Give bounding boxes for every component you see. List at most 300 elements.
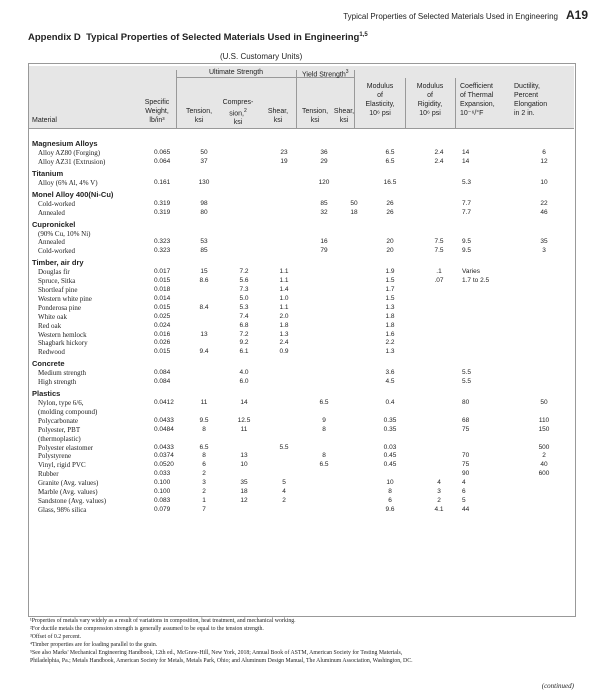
continued-label: (continued) <box>541 682 574 690</box>
cell-e: 0.35 <box>383 416 397 424</box>
group-heading: Timber, air dry <box>32 258 84 268</box>
header-divider <box>296 70 297 128</box>
table-row <box>32 200 574 208</box>
cell-w: 0.017 <box>154 268 171 276</box>
cell-a: 90 <box>462 470 470 478</box>
cell-a: 9.5 <box>462 247 472 255</box>
material-name: Spruce, Sitka <box>38 277 76 286</box>
cell-w: 0.015 <box>154 348 171 356</box>
header-line: Modulus <box>416 83 444 90</box>
cell-a: 7.7 <box>462 208 472 216</box>
cell-a: 14 <box>462 149 470 156</box>
cell-s: 4 <box>282 488 286 495</box>
table-row <box>32 444 574 452</box>
material-name: Cold-worked <box>38 199 75 208</box>
group-heading: Plastics <box>32 389 61 398</box>
footnote: ⁵See also Marks' Mechanical Engineering Handbook, 12th ed., McGraw-Hill, New York, 2018; Annual Book of ASTM, American Society for Testing Materials, <box>30 650 403 656</box>
cell-t: 8 <box>202 425 206 433</box>
cell-c: 5.0 <box>239 294 249 302</box>
cell-e: 0.45 <box>383 461 397 469</box>
cell-a: 5.3 <box>462 178 472 186</box>
cell-w: 0.100 <box>154 479 171 487</box>
cell-e: 26 <box>386 199 394 207</box>
header-line: 10⁻⁶/°F <box>460 110 484 117</box>
cell-yt: 85 <box>320 199 328 207</box>
cell-g: 7.5 <box>434 247 444 255</box>
table-row <box>32 488 574 496</box>
cell-c: 7.4 <box>239 312 249 320</box>
header-line: Tension, <box>301 108 329 115</box>
ultimate-strength-header: Ultimate Strength <box>208 69 264 76</box>
cell-w: 0.025 <box>154 312 171 320</box>
table-row <box>32 369 574 377</box>
cell-t: 8 <box>202 452 206 460</box>
material-name: Western hemlock <box>38 330 87 339</box>
cell-w: 0.026 <box>154 339 171 347</box>
material-name: White oak <box>38 312 67 321</box>
table-row <box>32 304 574 312</box>
cell-c: 6.8 <box>239 321 249 329</box>
table-row <box>32 461 574 469</box>
cell-c: 5.3 <box>239 303 249 311</box>
cell-s: 2.0 <box>279 312 289 320</box>
material-name: Shortleaf pine <box>38 286 78 294</box>
header-line: Shear, <box>333 108 355 115</box>
material-name: Western white pine <box>38 294 92 303</box>
cell-a: 9.5 <box>462 238 472 246</box>
table-row <box>32 295 574 303</box>
cell-e: 6.5 <box>385 157 395 165</box>
table-row <box>32 426 574 434</box>
table-row <box>32 339 574 347</box>
material-name: (90% Cu, 10% Ni) <box>38 229 91 238</box>
cell-c: 13 <box>240 452 248 460</box>
table-row <box>32 348 574 356</box>
material-name: Granite (Avg. values) <box>38 479 99 488</box>
material-name: Shagbark hickory <box>38 339 88 348</box>
header-line: Percent <box>514 92 539 99</box>
cell-w: 0.083 <box>154 496 171 504</box>
cell-a: 75 <box>462 425 470 433</box>
cell-yt: 9 <box>322 416 326 424</box>
cell-a: 1.7 to 2.5 <box>462 277 490 285</box>
table-row <box>32 452 574 460</box>
table-row <box>32 399 574 407</box>
cell-yt: 8 <box>322 425 326 433</box>
cell-t: 13 <box>200 330 208 338</box>
cell-t: 9.4 <box>199 348 209 356</box>
header-line: in 2 in. <box>514 110 535 117</box>
material-name: Medium strength <box>38 369 87 378</box>
cell-ys: 18 <box>350 208 358 216</box>
header-line: lb/in³ <box>149 117 165 124</box>
cell-w: 0.319 <box>154 199 171 207</box>
cell-e: 1.7 <box>385 286 395 293</box>
appendix-label: Appendix D <box>28 32 81 44</box>
cell-s: 1.0 <box>279 294 289 302</box>
yield-strength-header <box>302 68 349 79</box>
header-line: Rigidity, <box>417 101 443 108</box>
table-row <box>32 158 574 166</box>
cell-c: 7.2 <box>239 330 249 338</box>
modulus-elasticity-header <box>356 82 404 118</box>
shear-header <box>262 107 294 125</box>
cell-g: 3 <box>437 488 441 495</box>
cell-a: 6 <box>462 488 466 495</box>
footnote: ⁴Timber properties are for loading parallel to the grain. <box>30 642 158 648</box>
material-name: Marble (Avg. values) <box>38 488 98 496</box>
material-name: Rubber <box>38 470 59 479</box>
table-row <box>32 331 574 339</box>
cell-c: 35 <box>240 479 248 487</box>
compression-footnote-ref: 2 <box>244 108 247 114</box>
cell-g: 2 <box>437 496 441 504</box>
cell-s: 1.1 <box>279 268 289 276</box>
table-row <box>32 435 574 443</box>
header-line: Expansion, <box>460 101 495 108</box>
cell-s: 1.1 <box>279 303 289 311</box>
cell-d: 150 <box>538 425 550 433</box>
cell-e: 26 <box>386 208 394 216</box>
cell-t: 11 <box>200 399 208 406</box>
cell-t: 6.5 <box>199 443 209 451</box>
cell-w: 0.319 <box>154 208 171 216</box>
group-heading: Monel Alloy 400(Ni-Cu) <box>32 189 114 199</box>
cell-t: 3 <box>202 479 206 487</box>
table-row <box>32 268 574 276</box>
cell-a: 7.7 <box>462 199 472 207</box>
header-divider <box>455 78 456 128</box>
cell-s: 19 <box>280 157 288 165</box>
table-row <box>32 497 574 505</box>
cell-w: 0.024 <box>154 321 171 329</box>
cell-e: 0.03 <box>383 443 397 451</box>
cell-s: 5.5 <box>279 443 289 451</box>
group-heading: Magnesium Alloys <box>32 139 98 148</box>
group-heading: Titanium <box>32 168 64 178</box>
cell-s: 1.8 <box>279 321 289 329</box>
cell-t: 7 <box>202 505 206 513</box>
cell-s: 1.3 <box>279 330 289 338</box>
cell-ys: 50 <box>350 199 358 207</box>
cell-t: 9.5 <box>199 416 209 424</box>
cell-t: 6 <box>202 461 206 469</box>
cell-a: 80 <box>462 399 470 406</box>
header-line <box>218 107 258 118</box>
table-row <box>32 378 574 386</box>
cell-d: 46 <box>540 208 548 216</box>
cell-t: 37 <box>200 157 208 165</box>
cell-t: 130 <box>198 178 210 186</box>
cell-w: 0.079 <box>154 505 171 513</box>
cell-t: 98 <box>200 199 208 207</box>
header-line: 10⁶ psi <box>369 110 391 117</box>
material-name: (thermoplastic) <box>38 434 81 443</box>
cell-t: 1 <box>202 496 206 504</box>
table-row <box>32 286 574 294</box>
cell-yt: 29 <box>320 157 328 165</box>
header-line: Elongation <box>514 101 548 108</box>
cell-a: 44 <box>462 505 470 513</box>
cell-c: 9.2 <box>239 339 249 347</box>
cell-yt: 6.5 <box>319 461 329 469</box>
cell-c: 6.0 <box>239 378 249 386</box>
cell-g: 2.4 <box>434 149 444 156</box>
running-head <box>343 8 588 22</box>
cte-header <box>460 82 512 118</box>
cell-g: 7.5 <box>434 238 444 246</box>
cell-e: 1.6 <box>385 330 395 338</box>
cell-yt: 6.5 <box>319 399 329 406</box>
cell-w: 0.033 <box>154 470 171 478</box>
cell-c: 7.3 <box>239 286 249 293</box>
cell-a: 5 <box>462 496 466 504</box>
units-caption: (U.S. Customary Units) <box>220 52 303 61</box>
cell-a: 70 <box>462 452 470 460</box>
cell-e: 1.3 <box>385 303 395 311</box>
cell-w: 0.014 <box>154 294 171 302</box>
cell-e: 1.3 <box>385 348 395 356</box>
material-name: Douglas fir <box>38 268 70 277</box>
cell-yt: 79 <box>320 247 328 255</box>
table-row <box>32 313 574 321</box>
ductility-header <box>514 82 572 118</box>
cell-c: 6.1 <box>239 348 249 356</box>
material-name: (molding compound) <box>38 407 98 416</box>
material-name: Cold-worked <box>38 247 75 256</box>
cell-yt: 36 <box>320 149 328 156</box>
material-name: Annealed <box>38 238 65 247</box>
material-name: Ponderosa pine <box>38 303 81 312</box>
cell-c: 11 <box>240 425 248 433</box>
table-row <box>32 238 574 246</box>
table-row <box>32 322 574 330</box>
cell-a: 68 <box>462 416 470 424</box>
cell-d: 6 <box>542 149 546 156</box>
cell-s: 5 <box>282 479 286 487</box>
cell-w: 0.161 <box>154 178 171 186</box>
footnote: ³Offset of 0.2 percent. <box>30 634 82 640</box>
table-row <box>32 230 574 238</box>
cell-c: 12 <box>240 496 248 504</box>
cell-d: 2 <box>542 452 546 460</box>
cell-s: 2 <box>282 496 286 504</box>
cell-e: 1.8 <box>385 312 395 320</box>
table-row <box>32 470 574 478</box>
header-line: Specific <box>144 99 170 106</box>
cell-e: 9.6 <box>385 505 395 513</box>
cell-e: 1.5 <box>385 277 395 285</box>
cell-c: 10 <box>240 461 248 469</box>
cell-d: 600 <box>538 470 550 478</box>
material-name: Red oak <box>38 321 62 330</box>
cell-e: 6 <box>388 496 392 504</box>
cell-w: 0.323 <box>154 238 171 246</box>
material-name: Polyester, PBT <box>38 425 81 434</box>
header-line: ksi <box>194 117 204 124</box>
cell-a: 75 <box>462 461 470 469</box>
cell-w: 0.015 <box>154 303 171 311</box>
cell-yt: 16 <box>320 238 328 246</box>
cell-d: 50 <box>540 399 548 406</box>
cell-e: 0.45 <box>383 452 397 460</box>
header-line: Coefficient <box>460 83 493 90</box>
material-name: Sandstone (Avg. values) <box>38 496 107 505</box>
group-heading: Concrete <box>32 359 65 369</box>
modulus-rigidity-header <box>407 82 453 118</box>
cell-w: 0.018 <box>154 286 171 293</box>
table-row <box>32 417 574 425</box>
material-name: Alloy AZ80 (Forging) <box>38 149 101 157</box>
cell-s: 0.9 <box>279 348 289 356</box>
cell-d: 35 <box>540 238 548 246</box>
cell-w: 0.0433 <box>154 416 174 424</box>
cell-s: 23 <box>280 149 288 156</box>
header-line: Tension, <box>185 108 213 115</box>
cell-d: 10 <box>540 178 548 186</box>
cell-t: 50 <box>200 149 208 156</box>
title-footnote-ref: 1,5 <box>359 32 368 38</box>
cell-w: 0.0412 <box>154 399 174 406</box>
group-heading: Cupronickel <box>32 219 76 229</box>
material-name: Nylon, type 6/6, <box>38 399 84 407</box>
header-line: 10⁶ psi <box>419 110 441 117</box>
cell-a: 5.5 <box>462 369 472 377</box>
cell-a: 14 <box>462 157 470 165</box>
cell-t: 53 <box>200 238 208 246</box>
footnote: Philadelphia, Pa.; Metals Handbook, American Society for Metals, Metals Park, Ohio; and Aluminum Design Manual, The Aluminum Association, Washington, DC. <box>30 658 413 664</box>
cell-e: 1.8 <box>385 321 395 329</box>
header-line: of Thermal <box>460 92 494 99</box>
cell-g: 2.4 <box>434 157 444 165</box>
compression-header <box>218 98 258 127</box>
cell-a: 4 <box>462 479 466 487</box>
specific-weight-header <box>138 98 176 125</box>
cell-yt: 120 <box>318 178 330 186</box>
header-line: ksi <box>233 119 243 127</box>
header-line: of <box>377 92 383 99</box>
cell-g: 4 <box>437 479 441 487</box>
cell-d: 3 <box>542 247 546 255</box>
cell-e: 1.9 <box>385 268 395 276</box>
cell-w: 0.065 <box>154 149 171 156</box>
cell-g: .1 <box>436 268 442 276</box>
yield-tension-header <box>298 107 332 125</box>
footnote: ²For ductile metals the compression strength is generally assumed to be equal to the tension strength. <box>30 626 264 632</box>
material-header: Material <box>32 117 57 124</box>
material-name: High strength <box>38 378 77 387</box>
cell-w: 0.084 <box>154 378 171 386</box>
table-row <box>32 408 574 416</box>
header-line: ksi <box>310 117 320 124</box>
running-head-text: Typical Properties of Selected Materials Used in Engineering <box>343 12 558 21</box>
cell-d: 12 <box>540 157 548 165</box>
header-line: ksi <box>339 117 349 124</box>
material-name: Glass, 98% silica <box>38 505 87 514</box>
cell-e: 20 <box>386 238 394 246</box>
footnotes <box>30 617 575 665</box>
cell-t: 2 <box>202 488 206 495</box>
table-row <box>32 209 574 217</box>
compression-sion: sion, <box>229 110 244 118</box>
header-line: Modulus <box>366 83 394 90</box>
material-name: Polystyrene <box>38 452 72 461</box>
cell-t: 85 <box>200 247 208 255</box>
tension-header <box>182 107 216 125</box>
cell-d: 22 <box>540 199 548 207</box>
header-line: Shear, <box>267 108 289 115</box>
cell-s: 1.4 <box>279 286 289 293</box>
cell-w: 0.0374 <box>154 452 174 460</box>
cell-w: 0.016 <box>154 330 171 338</box>
header-line: Weight, <box>145 108 169 115</box>
page-title <box>28 32 368 43</box>
cell-c: 7.2 <box>239 268 249 276</box>
cell-a: Varies <box>462 268 480 276</box>
table-row <box>32 149 574 157</box>
cell-a: 5.5 <box>462 378 472 386</box>
cell-t: 15 <box>200 268 208 276</box>
cell-e: 0.4 <box>385 399 395 406</box>
header-divider <box>176 70 177 128</box>
cell-d: 40 <box>540 461 548 469</box>
cell-w: 0.015 <box>154 277 171 285</box>
cell-w: 0.0520 <box>154 461 174 469</box>
cell-w: 0.100 <box>154 488 171 495</box>
cell-s: 1.1 <box>279 277 289 285</box>
table-row <box>32 179 574 187</box>
cell-e: 8 <box>388 488 392 495</box>
cell-w: 0.0484 <box>154 425 174 433</box>
header-line: of <box>427 92 433 99</box>
cell-w: 0.084 <box>154 369 171 377</box>
cell-e: 20 <box>386 247 394 255</box>
yield-footnote-ref: 3 <box>345 69 349 75</box>
cell-e: 2.2 <box>385 339 395 347</box>
cell-d: 110 <box>538 416 550 424</box>
header-line: Elasticity, <box>365 101 395 108</box>
cell-e: 0.35 <box>383 425 397 433</box>
header-line: ksi <box>273 117 283 124</box>
cell-e: 3.6 <box>385 369 395 377</box>
cell-d: 500 <box>538 443 550 451</box>
cell-w: 0.323 <box>154 247 171 255</box>
cell-c: 18 <box>240 488 248 495</box>
cell-g: .07 <box>434 277 444 285</box>
cell-t: 2 <box>202 470 206 478</box>
cell-c: 4.0 <box>239 369 249 377</box>
page-number: A19 <box>565 8 588 22</box>
cell-c: 5.6 <box>239 277 249 285</box>
table-row <box>32 247 574 255</box>
table-row <box>32 506 574 514</box>
cell-c: 12.5 <box>237 416 251 424</box>
header-divider <box>405 78 406 128</box>
title-text: Typical Properties of Selected Materials Used in Engineering <box>86 32 360 44</box>
cell-e: 10 <box>386 479 394 487</box>
yield-shear-header <box>330 107 358 125</box>
cell-e: 4.5 <box>385 378 395 386</box>
cell-g: 4.1 <box>434 505 444 513</box>
cell-t: 8.6 <box>199 277 209 285</box>
table-row <box>32 277 574 285</box>
cell-t: 80 <box>200 208 208 216</box>
header-line: Ductility, <box>514 83 540 90</box>
cell-t: 8.4 <box>199 303 209 311</box>
table-row <box>32 479 574 487</box>
material-name: Polycarbonate <box>38 416 79 425</box>
material-name: Alloy (6% Al, 4% V) <box>38 178 98 187</box>
